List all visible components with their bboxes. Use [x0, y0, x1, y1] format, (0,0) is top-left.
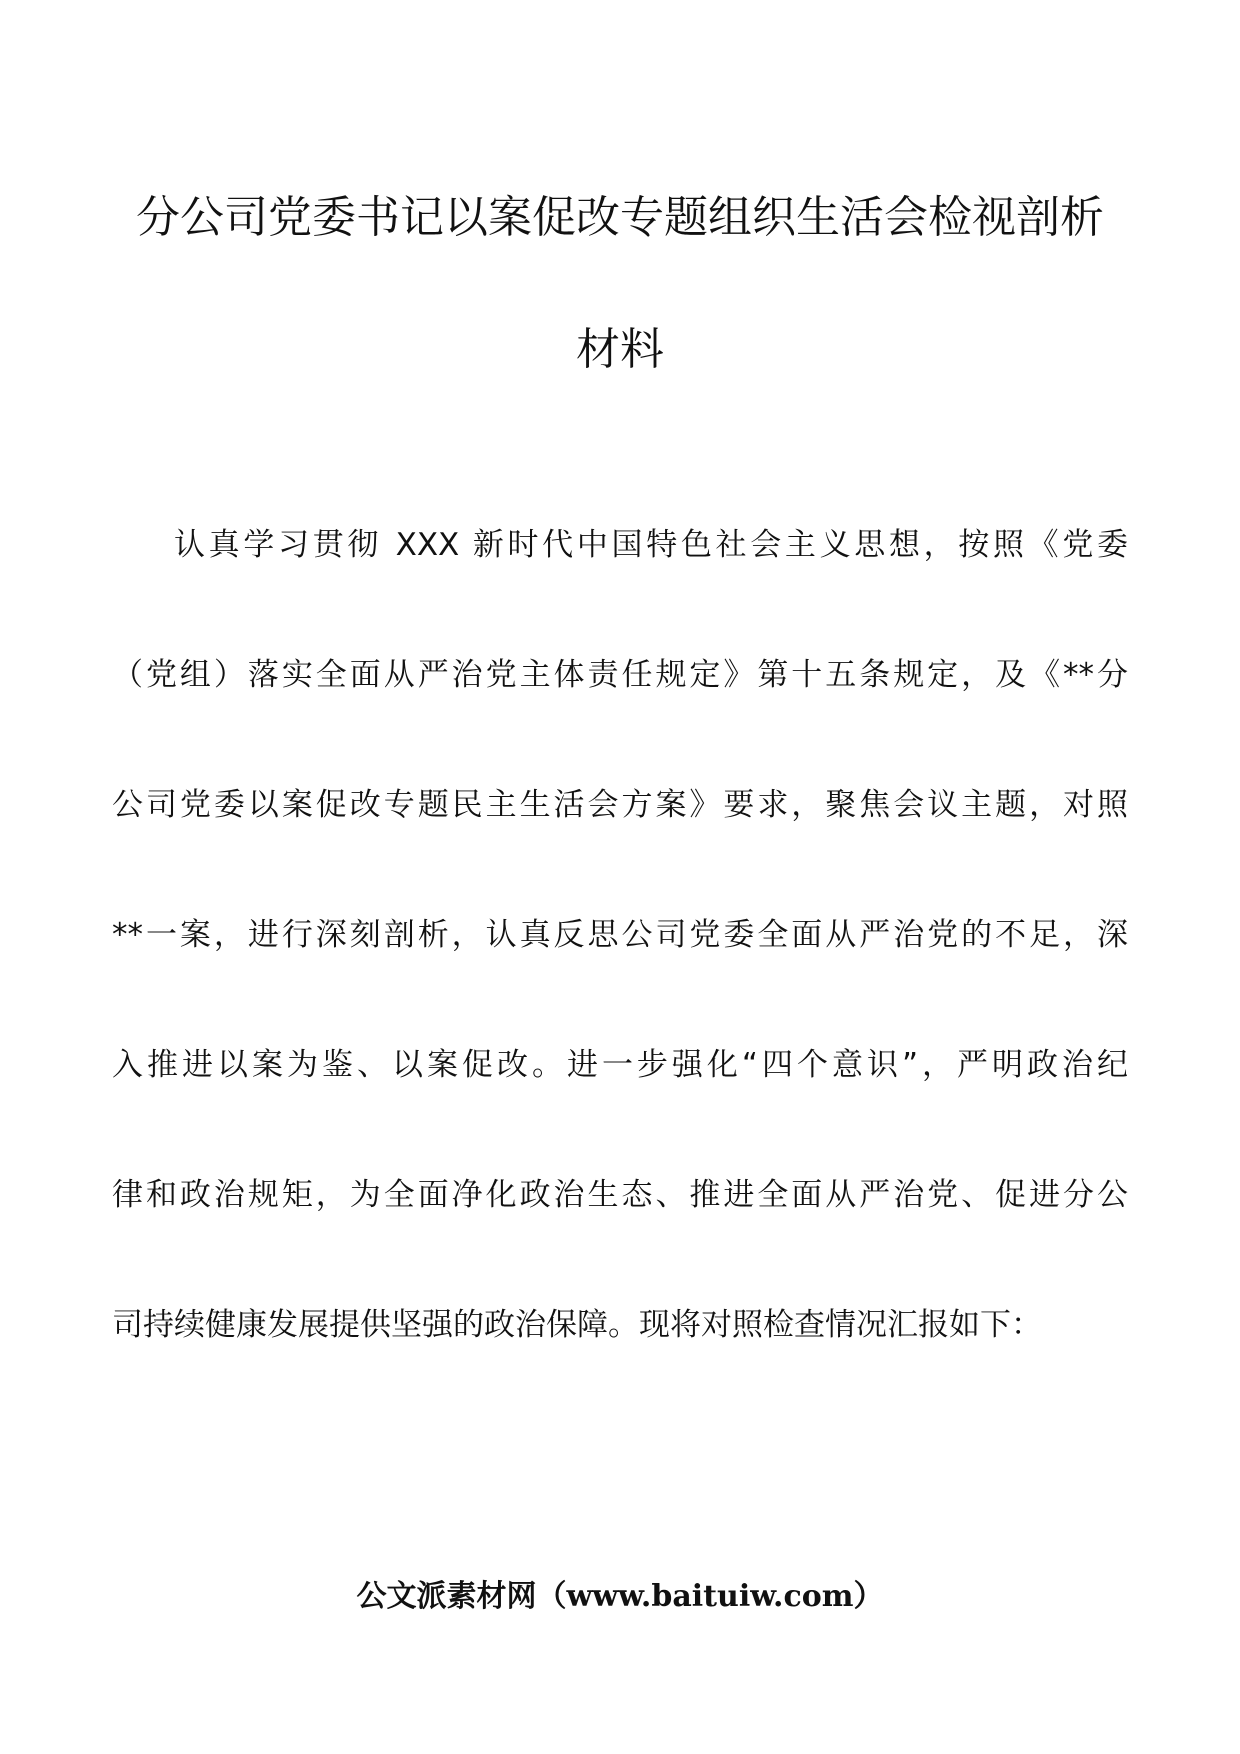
paragraph-line: 入推进以案为鉴、以案促改。进一步强化“四个意识”，严明政治纪	[112, 1047, 1128, 1083]
paragraph-line: 认真学习贯彻 XXX 新时代中国特色社会主义思想，按照《党委	[174, 527, 1128, 563]
paragraph-line: 司持续健康发展提供坚强的政治保障。现将对照检查情况汇报如下：	[112, 1307, 1042, 1343]
paragraph-line: 公司党委以案促改专题民主生活会方案》要求，聚焦会议主题，对照	[112, 787, 1128, 823]
paragraph-line: **一案，进行深刻剖析，认真反思公司党委全面从严治党的不足，深	[112, 917, 1128, 953]
paragraph-line: （党组）落实全面从严治党主体责任规定》第十五条规定，及《**分	[112, 657, 1128, 693]
footer-watermark: 公文派素材网（www.baituiw.com）	[356, 1579, 884, 1614]
paragraph-line: 律和政治规矩，为全面净化政治生态、推进全面从严治党、促进分公	[112, 1177, 1128, 1213]
intro-paragraph	[112, 480, 1128, 1390]
document-title-line-2: 材料	[576, 324, 664, 375]
document-title-line-1: 分公司党委书记以案促改专题组织生活会检视剖析	[136, 192, 1104, 243]
